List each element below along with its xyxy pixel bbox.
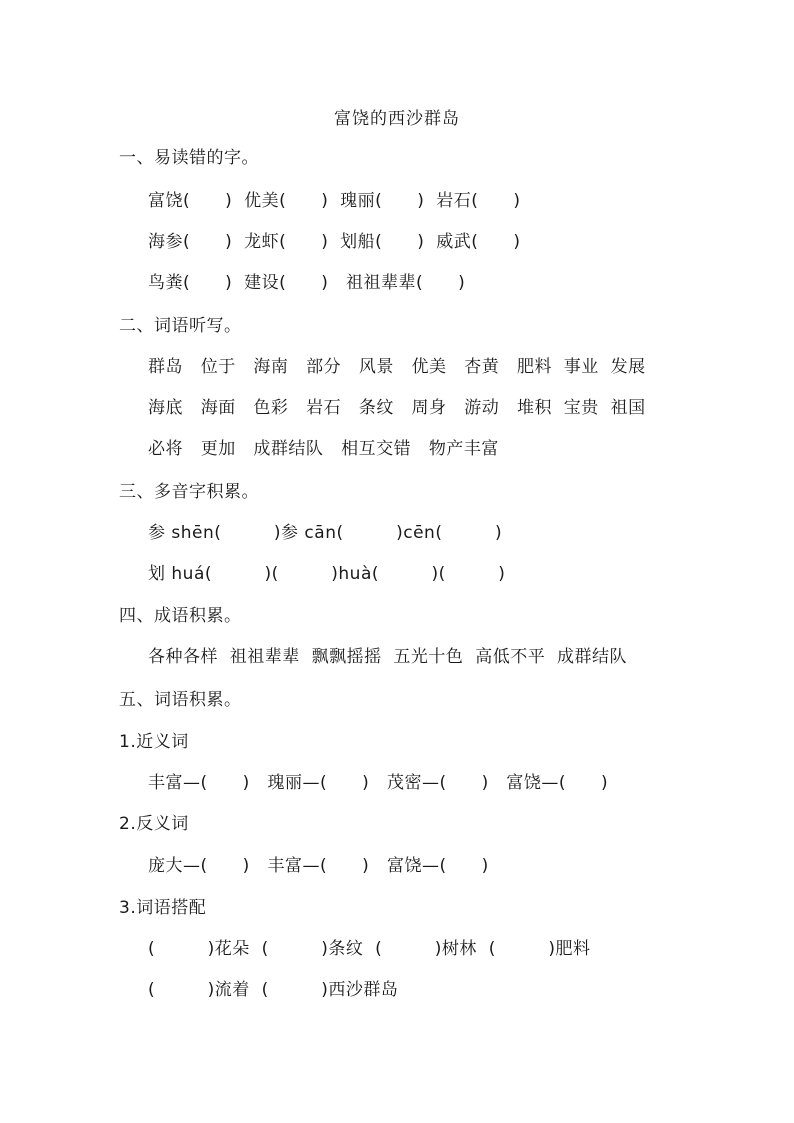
section-5-heading: 五、词语积累。 xyxy=(119,690,242,710)
subsection-collocation-row-2: ( )流着 ( )西沙群岛 xyxy=(148,980,399,1000)
page-title: 富饶的西沙群岛 xyxy=(334,109,460,129)
section-2-row-3: 必将 更加 成群结队 相互交错 物产丰富 xyxy=(148,439,499,459)
subsection-antonyms-heading: 2.反义词 xyxy=(119,814,189,834)
subsection-synonyms-row: 丰富—( ) 瑰丽—( ) 茂密—( ) 富饶—( ) xyxy=(148,773,609,793)
section-2-row-1: 群岛 位于 海南 部分 风景 优美 杏黄 肥料 事业 发展 xyxy=(148,357,646,377)
section-3-row-2: 划 huá( )( )huà( )( ) xyxy=(148,564,506,584)
section-2-row-2: 海底 海面 色彩 岩石 条纹 周身 游动 堆积 宝贵 祖国 xyxy=(148,398,646,418)
section-1-row-1: 富饶( ) 优美( ) 瑰丽( ) 岩石( ) xyxy=(148,191,521,211)
subsection-antonyms-row: 庞大—( ) 丰富—( ) 富饶—( ) xyxy=(148,856,489,876)
section-1-row-2: 海参( ) 龙虾( ) 划船( ) 威武( ) xyxy=(148,232,521,252)
subsection-collocation-heading: 3.词语搭配 xyxy=(119,898,207,918)
section-2-heading: 二、词语听写。 xyxy=(119,316,242,336)
section-1-row-3: 鸟粪( ) 建设( ) 祖祖辈辈( ) xyxy=(148,273,466,293)
subsection-synonyms-heading: 1.近义词 xyxy=(119,732,189,752)
subsection-collocation-row-1: ( )花朵 ( )条纹 ( )树林 ( )肥料 xyxy=(148,939,591,959)
section-4-row-1: 各种各样 祖祖辈辈 飘飘摇摇 五光十色 高低不平 成群结队 xyxy=(148,647,628,667)
section-4-heading: 四、成语积累。 xyxy=(119,606,242,626)
section-1-heading: 一、易读错的字。 xyxy=(119,148,259,168)
section-3-row-1: 参 shēn( )参 cān( )cēn( ) xyxy=(148,523,503,543)
section-3-heading: 三、多音字积累。 xyxy=(119,482,259,502)
